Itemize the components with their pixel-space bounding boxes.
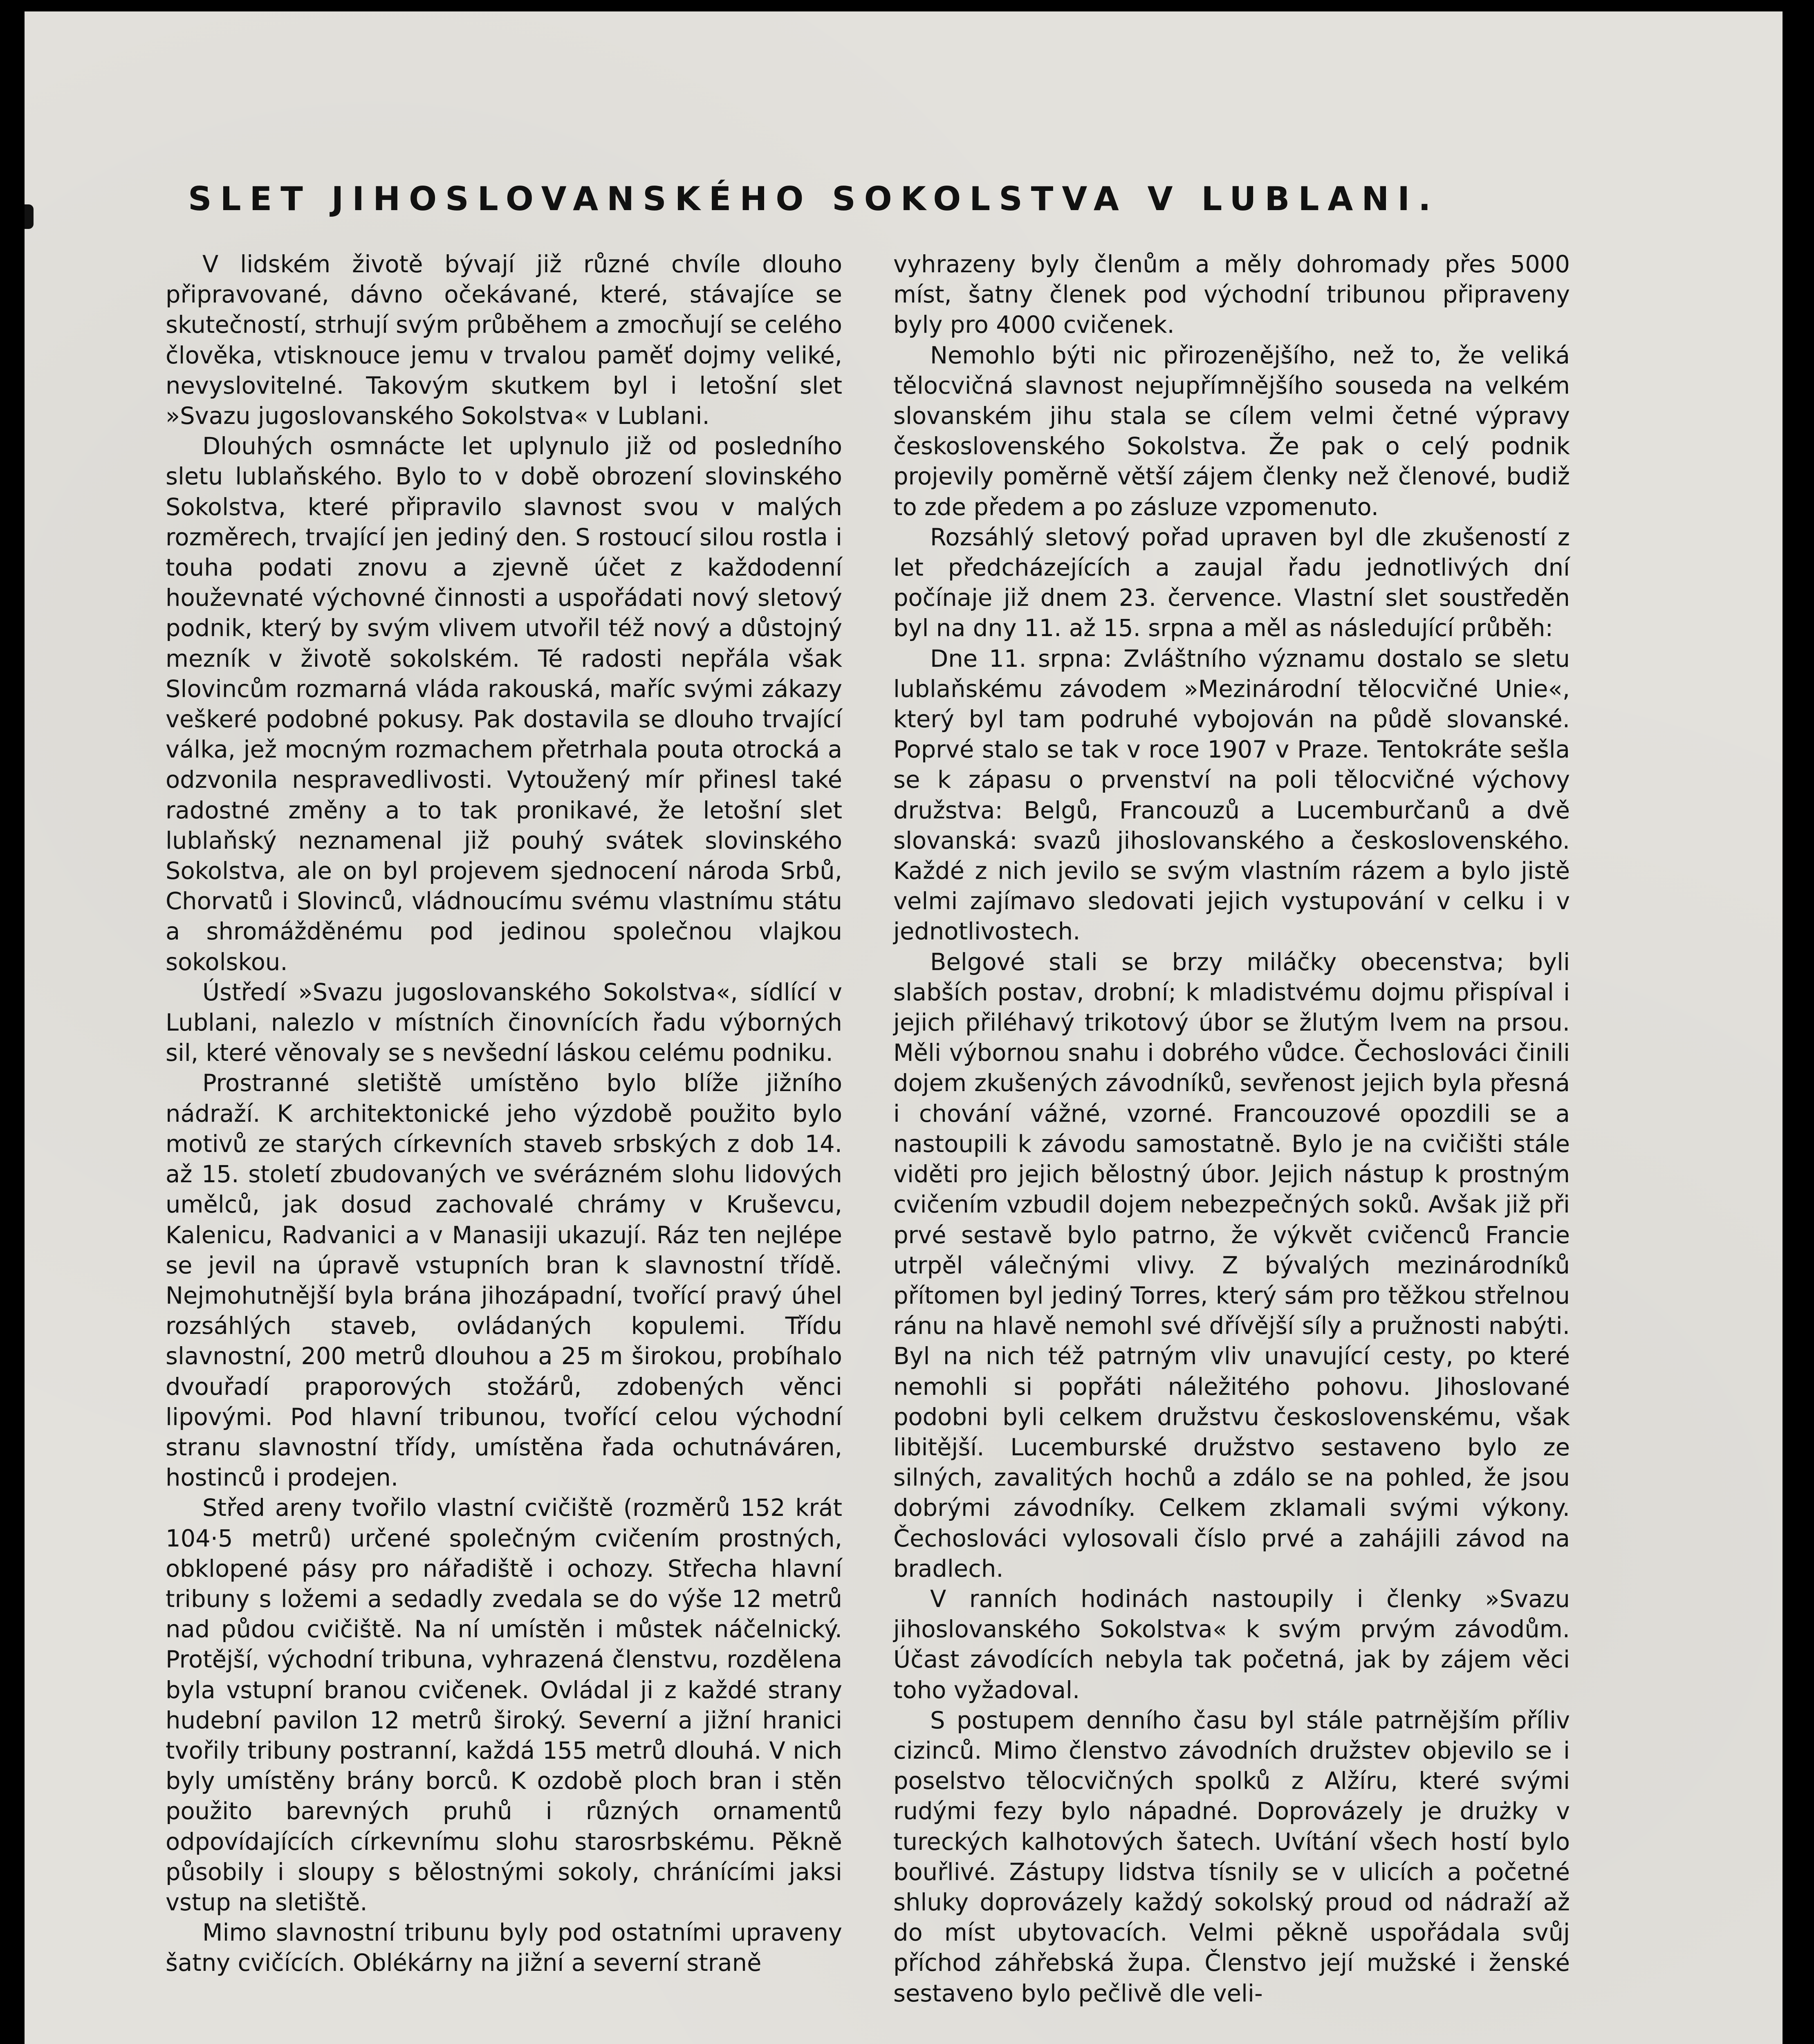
paragraph: vyhrazeny byly členům a měly dohromady přes 5000 míst, šatny členek pod východní tribunou připraveny byly pro 4000 cvičenek.: [893, 251, 1570, 339]
paragraph: S postupem denního času byl stále patrnějším příliv cizinců. Mimo členstvo závodních družstev objevilo se i poselstvo tělocvičných spolků z Alžíru, které svými rudými fezy bylo nápadné. Doprovázely je drużky v tureckých kalhotových šatech. Uvítání všech hostí bylo bouřlivé. Zástupy lidstva tísnily se v ulicích a početné shluky doprovázely každý sokolský proud od nádraží až do míst ubytovacích. Velmi pěkně uspořádala svůj příchod záhřebská župa. Členstvo její mužské i ženské sestaveno bylo pečlivě dle veli-: [893, 1706, 1570, 2007]
paragraph: Ústředí »Svazu jugoslovanského Sokolstva«, sídlící v Lublani, nalezlo v místních činovnících řadu výborných sil, které věnovaly se s nevšední láskou celému podniku.: [166, 978, 842, 1067]
paragraph: V ranních hodinách nastoupily i členky »Svazu jihoslovanského Sokolstva« k svým prvým závodům. Účast závodících nebyla tak početná, jak by zájem věci toho vyžadoval.: [893, 1585, 1570, 1704]
paragraph: Střed areny tvořilo vlastní cvičiště (rozměrů 152 krát 104·5 metrů) určené společným cvičením prostných, obklopené pásy pro nářadiště i ochozy. Střecha hlavní tribuny s ložemi a sedadly zvedala se do výše 12 metrů nad půdou cvičiště. Na ní umístěn i můstek náčelnický. Protější, východní tribuna, vyhrazená členstvu, rozdělena byla vstupní branou cvičenek. Ovládal ji z každé strany hudební pavilon 12 metrů široký. Severní a jižní hranici tvořily tribuny postranní, každá 155 metrů dlouhá. V nich byly umístěny brány borců. K ozdobě ploch bran i stěn použito barevných pruhů i různých ornamentů odpovídajících církevnímu slohu starosrbskému. Pěkně působily i sloupy s bělostnými sokoly, chránícími jaksi vstup na sletiště.: [166, 1494, 842, 1916]
article-title: SLET JIHOSLOVANSKÉHO SOKOLSTVA V LUBLANI.: [188, 180, 1440, 218]
right-column: [893, 249, 1570, 2009]
paragraph: Rozsáhlý sletový pořad upraven byl dle zkušeností z let předcházejících a zaujal řadu jednotlivých dní počínaje již dnem 23. července. Vlastní slet soustředěn byl na dny 11. až 15. srpna a měl as následující průběh:: [893, 523, 1570, 642]
left-column: [166, 249, 842, 1979]
paragraph: Dne 11. srpna: Zvláštního významu dostalo se sletu lublaňskému závodem »Mezinárodní tělocvičné Unie«, který byl tam podruhé vybojován na půdě slovanské. Poprvé stalo se tak v roce 1907 v Praze. Tentokráte sešla se k zápasu o prvenství na poli tělocvičné výchovy družstva: Belgů, Francouzů a Lucemburčanů a dvě slovanská: svazů jihoslovanského a československého. Každé z nich jevilo se svým vlastním rázem a bylo jistě velmi zajímavo sledovati jejich vystupování v celku i v jednotlivostech.: [893, 645, 1570, 946]
scan-edge-mark: [25, 204, 34, 229]
paragraph: V lidském životě bývají již různé chvíle dlouho připravované, dávno očekávané, které, stávajíce se skutečností, strhují svým průběhem a zmocňují se celého člověka, vtisknouce jemu v trvalou paměť dojmy veliké, nevysloviteIné. Takovým skutkem byl i letošní slet »Svazu jugoslovanského Sokolstva« v Lublani.: [166, 251, 842, 430]
paragraph: Dlouhých osmnácte let uplynulo již od posledního sletu lublaňského. Bylo to v době obrození slovinského Sokolstva, které připravilo slavnost svou v malých rozměrech, trvající jen jediný den. S rostoucí silou rostla i touha podati znovu a zjevně účet z každodenní houževnaté výchovné činnosti a uspořádati nový sletový podnik, který by svým vlivem utvořil též nový a důstojný mezník v životě sokolském. Té radosti nepřála však Slovincům rozmarná vláda rakouská, maříc svými zákazy veškeré podobné pokusy. Pak dostavila se dlouho trvající válka, jež mocným rozmachem přetrhala pouta otrocká a odzvonila nespravedlivosti. Vytoužený mír přinesl také radostné změny a to tak pronikavé, že letošní slet lublaňský neznamenal již pouhý svátek slovinského Sokolstva, ale on byl projevem sjednocení národa Srbů, Chorvatů i Slovinců, vládnoucímu svému vlastnímu státu a shromážděnému pod jedinou společnou vlajkou sokolskou.: [166, 433, 842, 976]
paragraph: Nemohlo býti nic přirozenějšího, než to, že veliká tělocvičná slavnost nejupřímnějšího souseda na velkém slovanském jihu stala se cílem velmi četné výpravy československého Sokolstva. Že pak o celý podnik projevily poměrně větší zájem členky než členové, budiž to zde předem a po zásluze vzpomenuto.: [893, 341, 1570, 521]
paragraph: Belgové stali se brzy miláčky obecenstva; byli slabších postav, drobní; k mladistvému dojmu přispíval i jejich přiléhavý trikotový úbor se žlutým lvem na prsou. Měli výbornou snahu i dobrého vůdce. Čechoslováci činili dojem zkušených závodníků, sevřenost jejich byla přesná i chování vážné, vzorné. Francouzové opozdili se a nastoupili k závodu samostatně. Bylo je na cvičišti stále viděti pro jejich bělostný úbor. Jejich nástup k prostným cvičením vzbudil dojem nebezpečných soků. Avšak již při prvé sestavě bylo patrno, že výkvět cvičenců Francie utrpěl válečnými vlivy. Z bývalých mezinárodníků přítomen byl jediný Torres, který sám pro těžkou střelnou ránu na hlavě nemohl své dřívější síly a pružnosti nabýti. Byl na nich též patrným vliv unavující cesty, po které nemohli si popřáti náležitého pohovu. Jihoslované podobni byli celkem družstvu československému, však libitější. Lucemburské družstvo sestaveno bylo ze silných, zavalitých hochů a zdálo se na pohled, že jsou dobrými závodníky. Celkem zklamali svými výkony. Čechoslováci vylosovali číslo prvé a zahájili závod na bradlech.: [893, 948, 1570, 1582]
paragraph: Prostranné sletiště umístěno bylo blíže jižního nádraží. K architektonické jeho výzdobě použito bylo motivů ze starých církevních staveb srbských z dob 14. až 15. století zbudovaných ve svérázném slohu lidových umělců, jak dosud zachovalé chrámy v Kruševcu, Kalenicu, Radvanici a v Manasiji ukazují. Ráz ten nejlépe se jevil na úpravě vstupních bran k slavnostní třídě. Nejmohutnější byla brána jihozápadní, tvořící pravý úhel rozsáhlých staveb, ovládaných kopulemi. Třídu slavnostní, 200 metrů dlouhou a 25 m širokou, probíhalo dvouřadí praporových stožárů, zdobených věnci lipovými. Pod hlavní tribunou, tvořící celou východní stranu slavnostní třídy, umístěna řada ochutnáváren, hostinců i prodejen.: [166, 1069, 842, 1492]
paragraph: Mimo slavnostní tribunu byly pod ostatními upraveny šatny cvičících. Oblékárny na jižní a severní straně: [166, 1919, 842, 1977]
